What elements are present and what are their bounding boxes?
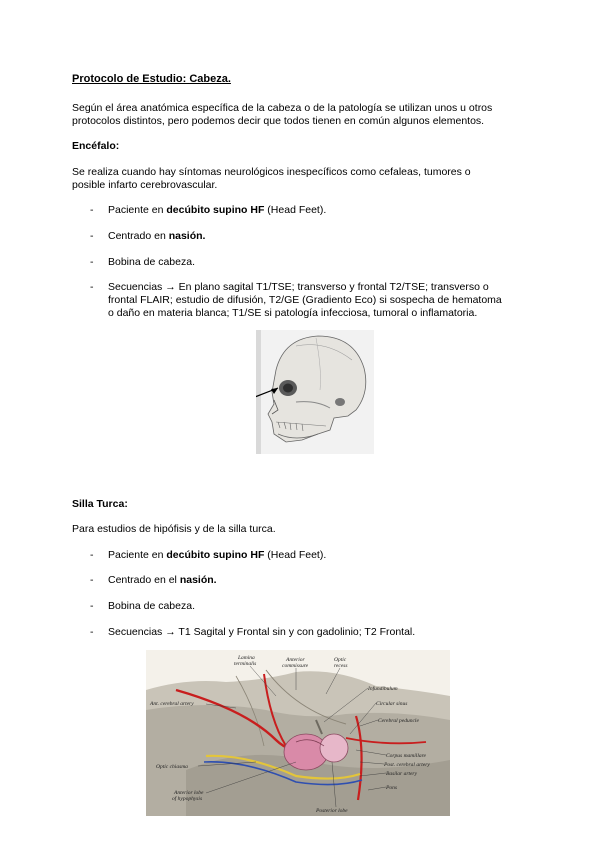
anatomy-label: terminalis: [234, 661, 257, 667]
anatomy-label: Infundibulum: [368, 686, 398, 692]
anatomy-label: Post. cerebral artery: [384, 762, 430, 768]
anatomy-label: Posterior lobe: [316, 808, 348, 814]
anatomy-label: Anterior: [286, 657, 305, 663]
bullet-dash: -: [90, 626, 94, 638]
bullet-dash: -: [90, 600, 94, 612]
intro-line-2: protocolos distintos, pero podemos decir que todos tienen en común algunos elementos.: [72, 115, 485, 127]
anatomy-label: of hypophysis: [172, 796, 203, 802]
anatomy-label: commissure: [282, 663, 309, 669]
list-item: Paciente en decúbito supino HF (Head Feet).: [108, 204, 327, 216]
bullet-dash: -: [90, 549, 94, 561]
list-item-line-2: frontal FLAIR; estudio de difusión, T2/GE (Gradiento Eco) si sospecha de hematoma: [108, 294, 502, 306]
page-title: Protocolo de Estudio: Cabeza.: [72, 73, 231, 85]
anatomy-label: Ant. cerebral artery: [150, 701, 194, 707]
anatomy-label: Optic: [334, 657, 347, 663]
bullet-dash: -: [90, 281, 94, 293]
section-heading-silla-turca: Silla Turca:: [72, 498, 128, 510]
anatomy-label: recess: [334, 663, 348, 669]
encefalo-desc-line-1: Se realiza cuando hay síntomas neurológicos inespecíficos como cefaleas, tumores o: [72, 166, 471, 178]
anatomy-label: Corpus mamillare: [386, 753, 426, 759]
anatomy-label: Pons: [386, 785, 397, 791]
anatomy-label: Cerebral peduncle: [378, 718, 419, 724]
anatomy-label: Circular sinus: [376, 701, 408, 707]
bullet-dash: -: [90, 574, 94, 586]
anatomy-label: Lamina: [238, 655, 255, 661]
anatomy-label: Anterior lobe: [174, 790, 204, 796]
intro-line-1: Según el área anatómica específica de la cabeza o de la patología se utilizan unos u otros: [72, 102, 493, 114]
silla-desc: Para estudios de hipófisis y de la silla turca.: [72, 523, 276, 535]
anatomy-label: Optic chiasma: [156, 764, 188, 770]
sella-turcica-figure: [146, 650, 450, 816]
list-item-line-1: Secuencias → En plano sagital T1/TSE; transverso y frontal T2/TSE; transverso o: [108, 281, 489, 293]
skull-figure: [256, 330, 374, 454]
list-item: Centrado en el nasión.: [108, 574, 217, 586]
section-heading-encefalo: Encéfalo:: [72, 140, 120, 152]
anatomy-label: Basilar artery: [386, 771, 418, 777]
list-item: Secuencias → T1 Sagital y Frontal sin y con gadolinio; T2 Frontal.: [108, 626, 416, 638]
bullet-dash: -: [90, 204, 94, 216]
bullet-dash: -: [90, 256, 94, 268]
encefalo-desc-line-2: posible infarto cerebrovascular.: [72, 179, 218, 191]
list-item: Paciente en decúbito supino HF (Head Feet).: [108, 549, 327, 561]
list-item: Bobina de cabeza.: [108, 256, 195, 268]
list-item-line-3: o daño en materia blanca; T1/SE si patología infecciosa, tumoral o inflamatoria.: [108, 307, 478, 319]
list-item: Bobina de cabeza.: [108, 600, 195, 612]
bullet-dash: -: [90, 230, 94, 242]
list-item: Centrado en nasión.: [108, 230, 206, 242]
